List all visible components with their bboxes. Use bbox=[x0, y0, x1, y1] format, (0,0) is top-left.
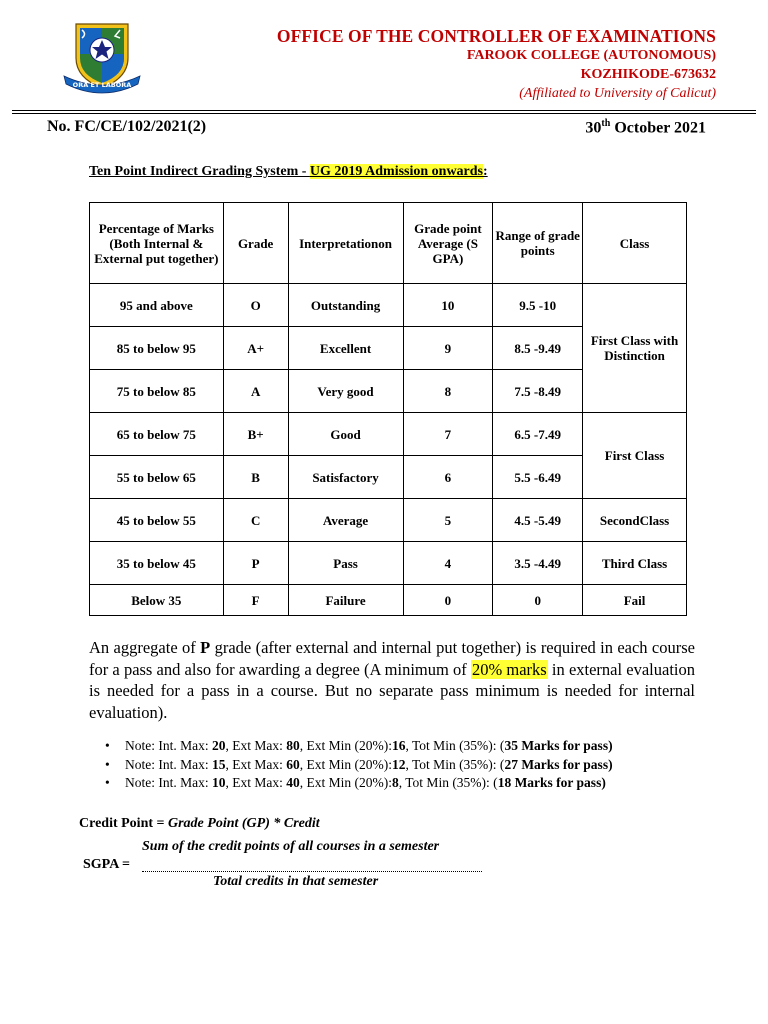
note-label: Note: Int. Max: bbox=[125, 775, 212, 790]
cell-grade: O bbox=[223, 284, 288, 327]
notes-list bbox=[105, 737, 613, 793]
header-cell-interpretation: Interpretationon bbox=[288, 203, 403, 284]
note-label: , Tot Min (35%): ( bbox=[398, 775, 498, 790]
cell-grade: B+ bbox=[223, 413, 288, 456]
pass-requirement-paragraph bbox=[89, 637, 695, 723]
note-label: , Ext Min (20%): bbox=[299, 738, 392, 753]
note-label: ) bbox=[601, 775, 606, 790]
note-label: , Ext Min (20%): bbox=[299, 756, 392, 772]
cell-grade: A bbox=[223, 370, 288, 413]
note-label: Note: Int. Max: bbox=[125, 756, 212, 772]
note-label: ) bbox=[608, 756, 613, 772]
note-label: , Ext Max: bbox=[225, 775, 287, 790]
header-divider bbox=[12, 110, 756, 114]
note-int-max: 15 bbox=[212, 756, 226, 772]
cell-percentage: 55 to below 65 bbox=[90, 456, 224, 499]
cell-gpa: 7 bbox=[403, 413, 493, 456]
cell-interpretation: Good bbox=[288, 413, 403, 456]
cell-percentage: 75 to below 85 bbox=[90, 370, 224, 413]
sgpa-label: SGPA = bbox=[83, 857, 131, 872]
cell-class: First Class with Distinction bbox=[583, 284, 687, 413]
paragraph-text: in external evaluation is needed for a pass in a course. But no separate pass minimum is needed for internal evaluation). bbox=[89, 659, 695, 722]
grading-table bbox=[89, 202, 687, 616]
table-row bbox=[90, 499, 687, 542]
cell-interpretation: Excellent bbox=[288, 327, 403, 370]
cell-gpa: 5 bbox=[403, 499, 493, 542]
header-cell-percentage: Percentage of Marks (Both Internal & External put together) bbox=[90, 203, 224, 284]
credit-label: Credit Point = bbox=[79, 816, 168, 831]
note-pass-marks: 18 Marks for pass bbox=[497, 775, 602, 790]
affiliation-note: (Affiliated to University of Calicut) bbox=[519, 86, 716, 101]
note-ext-min: 16 bbox=[392, 738, 406, 753]
cell-range: 0 bbox=[493, 585, 583, 616]
college-name: FAROOK COLLEGE (AUTONOMOUS) bbox=[466, 48, 716, 63]
cell-grade: P bbox=[223, 542, 288, 585]
table-title-highlight: UG 2019 Admission onwards bbox=[309, 164, 483, 179]
note-ext-min: 8 bbox=[392, 775, 399, 790]
note-ext-max: 60 bbox=[286, 756, 300, 772]
paragraph-text: An aggregate of bbox=[89, 638, 201, 657]
table-row bbox=[90, 585, 687, 616]
college-address: KOZHIKODE-673632 bbox=[580, 67, 716, 82]
sgpa-numerator: Sum of the credit points of all courses in a semester bbox=[142, 839, 440, 854]
credit-point-formula bbox=[79, 816, 320, 832]
logo-motto-text: ORA ET LABORA bbox=[72, 81, 132, 89]
cell-percentage: 65 to below 75 bbox=[90, 413, 224, 456]
cell-class: Third Class bbox=[583, 542, 687, 585]
list-item bbox=[105, 756, 613, 775]
cell-interpretation: Satisfactory bbox=[288, 456, 403, 499]
list-item bbox=[105, 737, 613, 756]
table-row bbox=[90, 413, 687, 456]
cell-grade: C bbox=[223, 499, 288, 542]
sgpa-fraction-line bbox=[142, 871, 482, 872]
reference-date bbox=[585, 118, 706, 137]
table-title bbox=[89, 164, 488, 180]
note-label: ) bbox=[608, 738, 613, 753]
note-label: , Ext Min (20%): bbox=[299, 775, 392, 790]
cell-interpretation: Average bbox=[288, 499, 403, 542]
cell-interpretation: Outstanding bbox=[288, 284, 403, 327]
cell-percentage: 95 and above bbox=[90, 284, 224, 327]
cell-class: First Class bbox=[583, 413, 687, 499]
header-cell-grade: Grade bbox=[223, 203, 288, 284]
header-cell-gpa: Grade point Average (S GPA) bbox=[403, 203, 493, 284]
cell-grade: A+ bbox=[223, 327, 288, 370]
table-title-suffix: : bbox=[483, 164, 488, 179]
header-cell-class: Class bbox=[583, 203, 687, 284]
date-suffix: th bbox=[601, 118, 611, 129]
cell-gpa: 10 bbox=[403, 284, 493, 327]
cell-range: 3.5 -4.49 bbox=[493, 542, 583, 585]
note-label: Note: Int. Max: bbox=[125, 738, 212, 753]
cell-interpretation: Pass bbox=[288, 542, 403, 585]
cell-grade: F bbox=[223, 585, 288, 616]
cell-grade: B bbox=[223, 456, 288, 499]
cell-range: 5.5 -6.49 bbox=[493, 456, 583, 499]
table-title-prefix: Ten Point Indirect Grading System - bbox=[89, 164, 310, 179]
note-pass-marks: 27 Marks for pass bbox=[504, 756, 609, 772]
cell-class: SecondClass bbox=[583, 499, 687, 542]
note-ext-max: 40 bbox=[286, 775, 300, 790]
cell-gpa: 6 bbox=[403, 456, 493, 499]
note-label: , Tot Min (35%): ( bbox=[405, 756, 505, 772]
college-crest-logo bbox=[62, 18, 142, 96]
note-label: , Ext Max: bbox=[225, 756, 287, 772]
sgpa-denominator: Total credits in that semester bbox=[213, 874, 379, 889]
date-month-year: October 2021 bbox=[610, 119, 706, 137]
paragraph-highlight: 20% marks bbox=[471, 659, 547, 679]
cell-interpretation: Very good bbox=[288, 370, 403, 413]
cell-gpa: 9 bbox=[403, 327, 493, 370]
cell-range: 7.5 -8.49 bbox=[493, 370, 583, 413]
cell-gpa: 0 bbox=[403, 585, 493, 616]
date-day: 30 bbox=[585, 119, 602, 137]
paragraph-grade: P bbox=[200, 638, 211, 657]
office-title: OFFICE OF THE CONTROLLER OF EXAMINATIONS bbox=[276, 26, 716, 46]
cell-percentage: Below 35 bbox=[90, 585, 224, 616]
credit-formula: Grade Point (GP) * Credit bbox=[168, 816, 320, 831]
header-cell-range: Range of grade points bbox=[493, 203, 583, 284]
cell-range: 4.5 -5.49 bbox=[493, 499, 583, 542]
cell-range: 9.5 -10 bbox=[493, 284, 583, 327]
note-label: , Tot Min (35%): ( bbox=[405, 738, 505, 753]
note-pass-marks: 35 Marks for pass bbox=[504, 738, 609, 753]
cell-percentage: 85 to below 95 bbox=[90, 327, 224, 370]
note-ext-max: 80 bbox=[286, 738, 300, 753]
cell-gpa: 8 bbox=[403, 370, 493, 413]
table-header-row bbox=[90, 203, 687, 284]
cell-interpretation: Failure bbox=[288, 585, 403, 616]
cell-range: 6.5 -7.49 bbox=[493, 413, 583, 456]
paragraph-text: grade (after external and internal put together) is required in each course for a pass and also for awarding a degree (A minimum of bbox=[89, 638, 695, 679]
cell-gpa: 4 bbox=[403, 542, 493, 585]
note-ext-min: 12 bbox=[392, 756, 406, 772]
note-int-max: 10 bbox=[212, 775, 226, 790]
list-item bbox=[105, 774, 613, 793]
cell-percentage: 35 to below 45 bbox=[90, 542, 224, 585]
table-row bbox=[90, 284, 687, 327]
cell-range: 8.5 -9.49 bbox=[493, 327, 583, 370]
cell-class: Fail bbox=[583, 585, 687, 616]
note-label: , Ext Max: bbox=[225, 738, 287, 753]
table-row bbox=[90, 542, 687, 585]
cell-percentage: 45 to below 55 bbox=[90, 499, 224, 542]
reference-number: No. FC/CE/102/2021(2) bbox=[47, 118, 207, 135]
note-int-max: 20 bbox=[212, 738, 226, 753]
